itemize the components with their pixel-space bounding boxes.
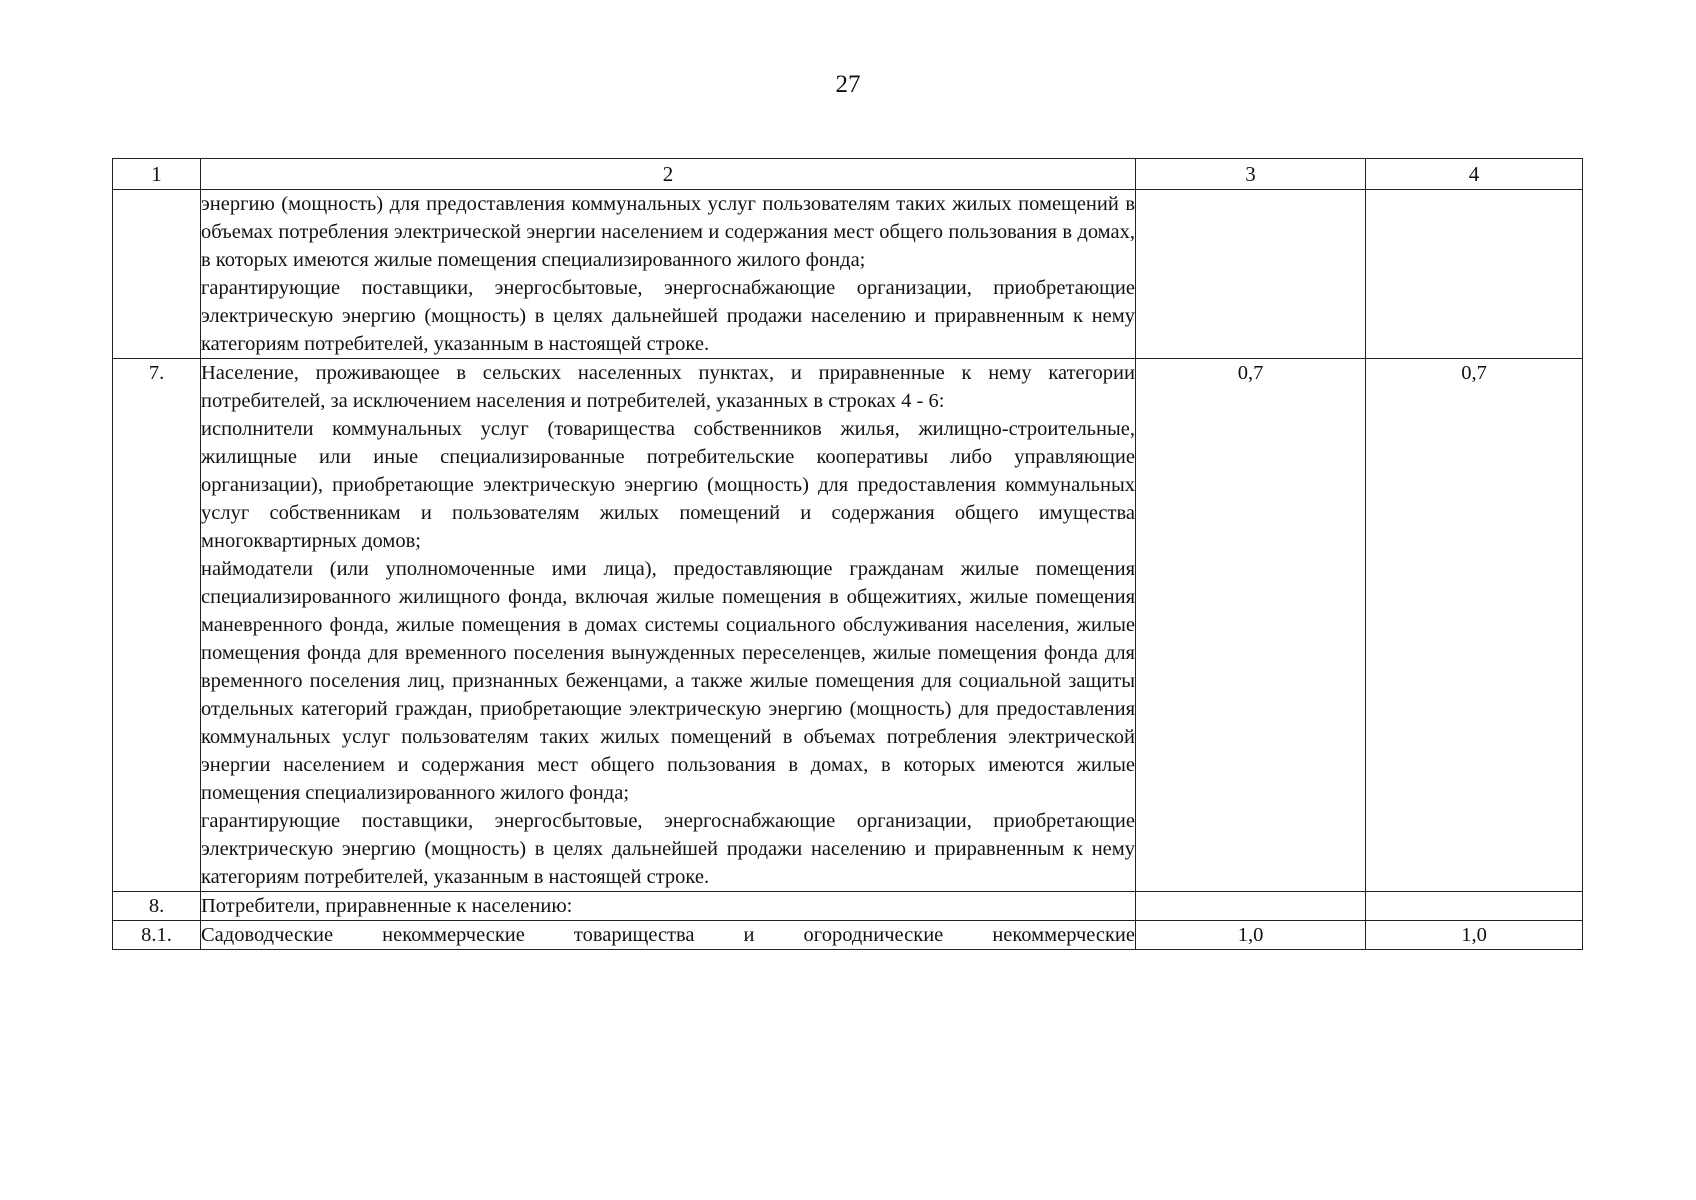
row-paragraph: гарантирующие поставщики, энергосбытовые, энергоснабжающие организации, приобретающие электрическую энергию (мощность) в целях дальнейшей продажи населению и приравненным к нему категориям потребителей, указанным в настоящей строке. bbox=[201, 277, 1135, 355]
row-value-col4: 1,0 bbox=[1366, 921, 1583, 950]
row-paragraph: Садоводческие некоммерческие товарищества и огороднические некоммерческие bbox=[201, 924, 1135, 946]
row-description bbox=[201, 190, 1136, 359]
row-paragraph: гарантирующие поставщики, энергосбытовые, энергоснабжающие организации, приобретающие электрическую энергию (мощность) в целях дальнейшей продажи населению и приравненным к нему категориям потребителей, указанным в настоящей строке. bbox=[201, 810, 1135, 888]
table-row bbox=[113, 892, 1583, 921]
row-number bbox=[113, 190, 201, 359]
row-paragraph: Население, проживающее в сельских населенных пунктах, и приравненные к нему категории потребителей, за исключением населения и потребителей, указанных в строках 4 - 6: bbox=[201, 362, 1135, 412]
header-row bbox=[113, 159, 1583, 190]
table-row bbox=[113, 359, 1583, 892]
row-value-col3: 1,0 bbox=[1136, 921, 1366, 950]
table-body bbox=[113, 190, 1583, 950]
row-paragraph: Потребители, приравненные к населению: bbox=[201, 895, 573, 917]
tariff-table bbox=[112, 158, 1583, 950]
header-col-4: 4 bbox=[1366, 159, 1583, 190]
row-description bbox=[201, 892, 1136, 921]
row-value-col3: 0,7 bbox=[1136, 359, 1366, 892]
row-value-col4 bbox=[1366, 190, 1583, 359]
table-header bbox=[113, 159, 1583, 190]
row-paragraph: наймодатели (или уполномоченные ими лица), предоставляющие гражданам жилые помещения специализированного жилищного фонда, включая жилые помещения в общежитиях, жилые помещения маневренного фонда, жилые помещения в домах системы социального обслуживания населения, жилые помещения фонда для временного поселения вынужденных переселенцев, жилые помещения фонда для временного поселения лиц, признанных беженцами, а также жилые помещения для социальной защиты отдельных категорий граждан, приобретающие электрическую энергию (мощность) для предоставления коммунальных услуг пользователям таких жилых помещений в объемах потребления электрической энергии населением и содержания мест общего пользования в домах, в которых имеются жилые помещения специализированного жилого фонда; bbox=[201, 558, 1135, 804]
row-value-col4 bbox=[1366, 892, 1583, 921]
row-paragraph: энергию (мощность) для предоставления коммунальных услуг пользователям таких жилых помещений в объемах потребления электрической энергии населением и содержания мест общего пользования в домах, в которых имеются жилые помещения специализированного жилого фонда; bbox=[201, 193, 1135, 271]
table-row bbox=[113, 921, 1583, 950]
row-description bbox=[201, 921, 1136, 950]
row-number: 8.1. bbox=[113, 921, 201, 950]
row-description bbox=[201, 359, 1136, 892]
header-col-3: 3 bbox=[1136, 159, 1366, 190]
row-number: 7. bbox=[113, 359, 201, 892]
page-number: 27 bbox=[835, 71, 861, 98]
header-col-2: 2 bbox=[201, 159, 1136, 190]
row-paragraph: исполнители коммунальных услуг (товарищества собственников жилья, жилищно-строительные, жилищные или иные специализированные потребительские кооперативы либо управляющие организации), приобретающие электрическую энергию (мощность) для предоставления коммунальных услуг собственникам и пользователям жилых помещений и содержания общего имущества многоквартирных домов; bbox=[201, 418, 1135, 552]
table-row bbox=[113, 190, 1583, 359]
header-col-1: 1 bbox=[113, 159, 201, 190]
row-number: 8. bbox=[113, 892, 201, 921]
row-value-col3 bbox=[1136, 892, 1366, 921]
row-value-col4: 0,7 bbox=[1366, 359, 1583, 892]
row-value-col3 bbox=[1136, 190, 1366, 359]
